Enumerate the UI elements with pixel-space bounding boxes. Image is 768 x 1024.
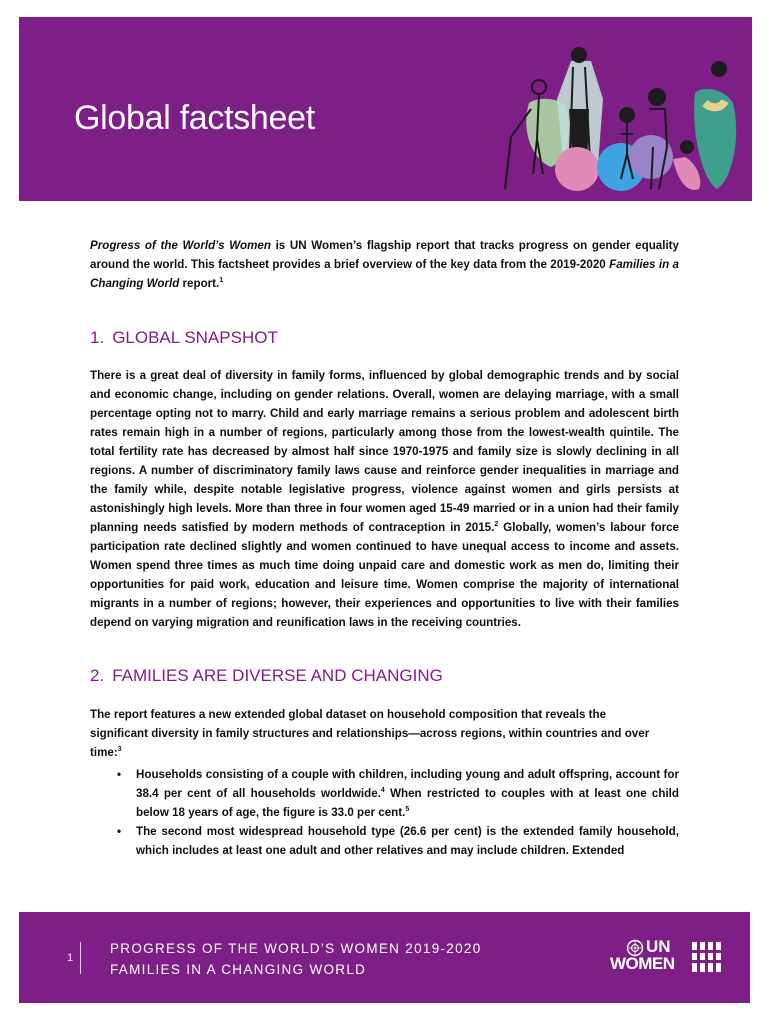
women-symbol-icon <box>690 940 722 974</box>
section-heading-global-snapshot <box>90 328 278 348</box>
footer-subtitle: FAMILIES IN A CHANGING WORLD <box>110 962 367 977</box>
section-title: FAMILIES ARE DIVERSE AND CHANGING <box>112 666 443 685</box>
main-content <box>90 236 679 857</box>
header-banner <box>19 17 752 201</box>
section-number: 1. <box>90 328 105 347</box>
footer-divider <box>80 942 81 974</box>
families-intro-paragraph <box>90 705 660 762</box>
section-title: GLOBAL SNAPSHOT <box>112 328 278 347</box>
list-item-text: Households consisting of a couple with children, including young and adult offspring, account for 38.4 per cent of all households worldwide. <box>136 768 679 800</box>
footnote-ref[interactable]: 1 <box>219 277 224 285</box>
footnote-ref[interactable]: 3 <box>117 746 122 754</box>
un-women-logo <box>610 937 725 977</box>
footer-title: PROGRESS OF THE WORLD’S WOMEN 2019-2020 <box>110 941 482 956</box>
footnote-ref[interactable]: 2 <box>494 521 499 529</box>
intro-paragraph <box>90 236 679 293</box>
list-item <box>90 765 679 822</box>
page-number: 1 <box>67 952 74 964</box>
section-number: 2. <box>90 666 105 685</box>
bullet-icon: • <box>117 768 122 781</box>
list-item-text: When restricted to couples with at least one child below 18 years of age, the figure is 33.0 per cent. <box>136 787 679 819</box>
bullet-icon: • <box>117 825 122 838</box>
paragraph-text: Globally, women’s labour force participation rate declined slightly and women continued to have unequal access to income and assets. Women spend three times as much time doing unpaid care and domestic work as men do, limiting their opportunities for paid work, education and leisure time. Women comprise the majority of international migrants in a number of regions; however, their experiences and opportunities to live with their families depend on varying migration and reunification laws in the receiving countries. <box>90 521 679 629</box>
global-snapshot-paragraph <box>90 366 679 632</box>
intro-text-end: report. <box>179 277 220 290</box>
report-subtitle-text: Families in a Changing World <box>90 258 679 290</box>
logo-text-un: UN <box>646 937 671 956</box>
women-families-illustration-icon <box>481 39 751 201</box>
footnote-ref[interactable]: 4 <box>380 787 385 795</box>
page-footer <box>19 912 750 1003</box>
page-title: Global factsheet <box>74 99 315 137</box>
paragraph-text: The report features a new extended global dataset on household composition that reveals the significant diversity in family structures and relationships—across regions, within countries and over time: <box>90 708 650 759</box>
intro-text: is UN Women’s flagship report that tracks progress on gender equality around the world. This factsheet provides a brief overview of the key data from the 2019-2020 <box>90 239 679 271</box>
report-title-text: Progress of the World’s Women <box>90 239 271 252</box>
paragraph-text: There is a great deal of diversity in family forms, influenced by global demographic trends and by social and economic change, including on gender relations. Overall, women are delaying marriage, with a small percentage opting not to marry. Child and early marriage remains a serious problem and adolescent birth rates remain high in a number of regions, particularly among those from the lowest-wealth quintile. The total fertility rate has decreased by almost half since 1970-1975 and family size is slowly declining in all regions. A number of discriminatory family laws cause and reinforce gender inequalities in marriage and the family while, despite notable legislative progress, violence against women and girls persists at astonishingly high levels. More than three in four women aged 15-49 married or in a union had their family planning needs satisfied by modern methods of contraception in 2015. <box>90 369 679 534</box>
logo-text-women: WOMEN <box>610 954 675 973</box>
footnote-ref[interactable]: 5 <box>405 806 410 814</box>
household-bullet-list <box>90 765 679 860</box>
section-heading-families <box>90 666 443 686</box>
list-item <box>90 822 679 860</box>
list-item-text: The second most widespread household type (26.6 per cent) is the extended family household, which includes at least one adult and other relatives and may include children. Extended <box>136 825 679 857</box>
